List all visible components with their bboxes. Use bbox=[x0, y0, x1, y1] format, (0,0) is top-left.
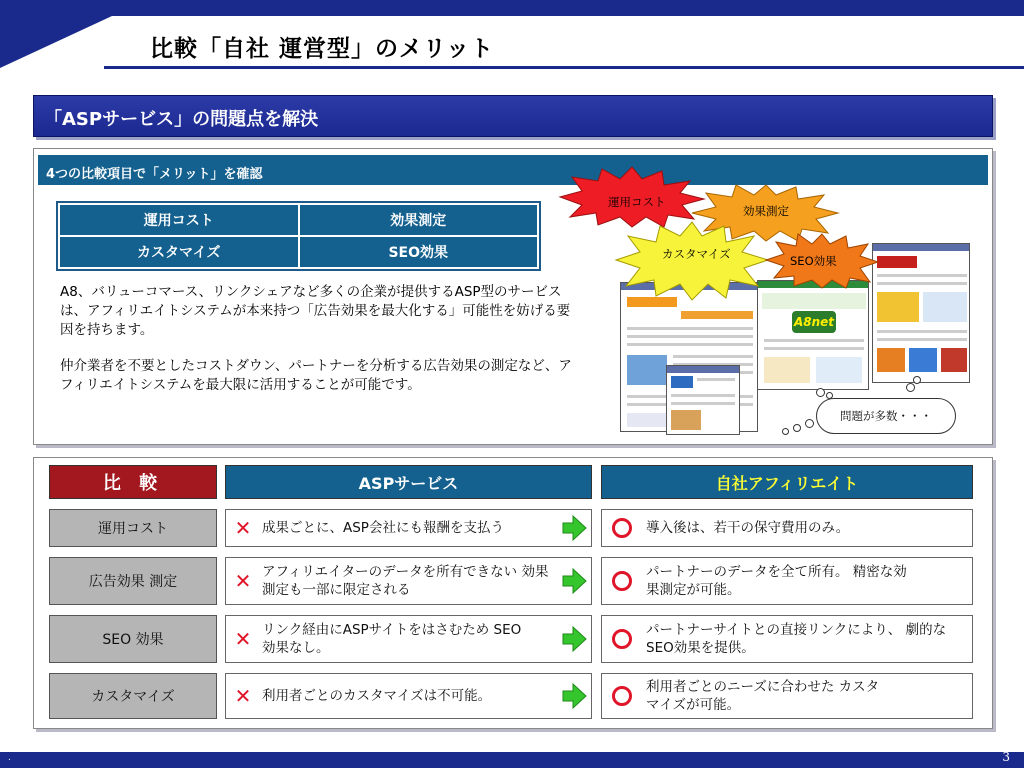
footer-mark: . bbox=[8, 753, 11, 763]
row-label-ad-measurement: 広告効果 測定 bbox=[49, 557, 217, 605]
asp-text: 利用者ごとのカスタマイズは不可能。 bbox=[262, 688, 492, 704]
self-text: 利用者ごとのニーズに合わせた カスタマイズが可能。 bbox=[646, 679, 880, 713]
burst-label-operating-cost: 運用コスト bbox=[608, 195, 666, 209]
arrow-right-icon bbox=[561, 683, 587, 709]
circle-icon bbox=[612, 629, 632, 649]
asp-cell-operating-cost bbox=[225, 509, 592, 547]
item-seo-effect: SEO効果 bbox=[300, 237, 538, 267]
item-operating-cost: 運用コスト bbox=[60, 205, 298, 235]
section-header: 「ASPサービス」の問題点を解決 bbox=[33, 95, 993, 137]
self-text: パートナーサイトとの直接リンクにより、 劇的なSEO効果を提供。 bbox=[646, 622, 947, 656]
self-cell-customize bbox=[601, 673, 973, 719]
a8net-logo: A8net bbox=[792, 311, 836, 333]
cross-icon: ✕ bbox=[234, 684, 252, 708]
asp-text: アフィリエイターのデータを所有できない 効果測定も一部に限定される bbox=[262, 564, 549, 598]
thought-bubble-dot bbox=[816, 388, 825, 397]
thought-bubble-dot bbox=[793, 424, 801, 432]
title-wedge bbox=[0, 16, 112, 68]
header-asp-service: ASPサービス bbox=[225, 465, 592, 499]
arrow-right-icon bbox=[561, 626, 587, 652]
self-text: パートナーのデータを全て所有。 精密な効果測定が可能。 bbox=[646, 564, 907, 598]
row-label-customize: カスタマイズ bbox=[49, 673, 217, 719]
circle-icon bbox=[612, 686, 632, 706]
item-customize: カスタマイズ bbox=[60, 237, 298, 267]
thought-bubble-dot bbox=[913, 376, 921, 384]
screenshot-asp-site-3 bbox=[872, 243, 970, 383]
cross-icon: ✕ bbox=[234, 569, 252, 593]
header-self-affiliate: 自社アフィリエイト bbox=[601, 465, 973, 499]
page-title: 比較「自社 運営型」のメリット bbox=[150, 36, 495, 62]
title-underline bbox=[104, 66, 1024, 69]
cross-icon: ✕ bbox=[234, 627, 252, 651]
circle-icon bbox=[612, 518, 632, 538]
thought-bubble-dot bbox=[782, 428, 789, 435]
thought-bubble-dot bbox=[906, 383, 915, 392]
self-cell-seo-effect bbox=[601, 615, 973, 663]
cross-icon: ✕ bbox=[234, 516, 252, 540]
thought-bubble-dot bbox=[805, 419, 814, 428]
burst-label-effect-measurement: 効果測定 bbox=[743, 204, 789, 218]
asp-cell-customize bbox=[225, 673, 592, 719]
burst-label-seo-effect: SEO効果 bbox=[790, 254, 837, 268]
self-cell-operating-cost bbox=[601, 509, 973, 547]
circle-icon bbox=[612, 571, 632, 591]
screenshot-asp-site-2 bbox=[666, 365, 740, 435]
row-label-seo-effect: SEO 効果 bbox=[49, 615, 217, 663]
top-banner bbox=[0, 0, 1024, 16]
header-compare: 比 較 bbox=[49, 465, 217, 499]
arrow-right-icon bbox=[561, 568, 587, 594]
page-number: 3 bbox=[1002, 750, 1010, 764]
comparison-items-table bbox=[56, 201, 541, 271]
footer-bar bbox=[0, 752, 1024, 768]
screenshot-a8net bbox=[757, 280, 869, 390]
self-cell-ad-measurement bbox=[601, 557, 973, 605]
comparison-panel bbox=[33, 457, 993, 729]
self-text: 導入後は、若干の保守費用のみ。 bbox=[646, 520, 850, 536]
asp-text: 成果ごとに、ASP会社にも報酬を支払う bbox=[262, 520, 504, 536]
benefit-paragraph: 仲介業者を不要としたコストダウン、パートナーを分析する広告効果の測定など、アフィリエイトシステムを最大限に活用することが可能です。 bbox=[60, 358, 572, 393]
asp-cell-seo-effect bbox=[225, 615, 592, 663]
overview-heading: 4つの比較項目で「メリット」を確認 bbox=[38, 155, 988, 185]
asp-text: リンク経由にASPサイトをはさむため SEO効果なし。 bbox=[262, 622, 522, 656]
problem-cloud: 問題が多数・・・ bbox=[816, 398, 956, 434]
arrow-right-icon bbox=[561, 515, 587, 541]
burst-label-customize: カスタマイズ bbox=[662, 247, 731, 261]
intro-paragraph: A8、バリューコマース、リンクシェアなど多くの企業が提供するASP型のサービスは、アフィリエイトシステムが本来持つ「広告効果を最大化する」可能性を妨げる要因を持ちます。 bbox=[60, 284, 571, 338]
asp-cell-ad-measurement bbox=[225, 557, 592, 605]
row-label-operating-cost: 運用コスト bbox=[49, 509, 217, 547]
item-effect-measurement: 効果測定 bbox=[300, 205, 538, 235]
